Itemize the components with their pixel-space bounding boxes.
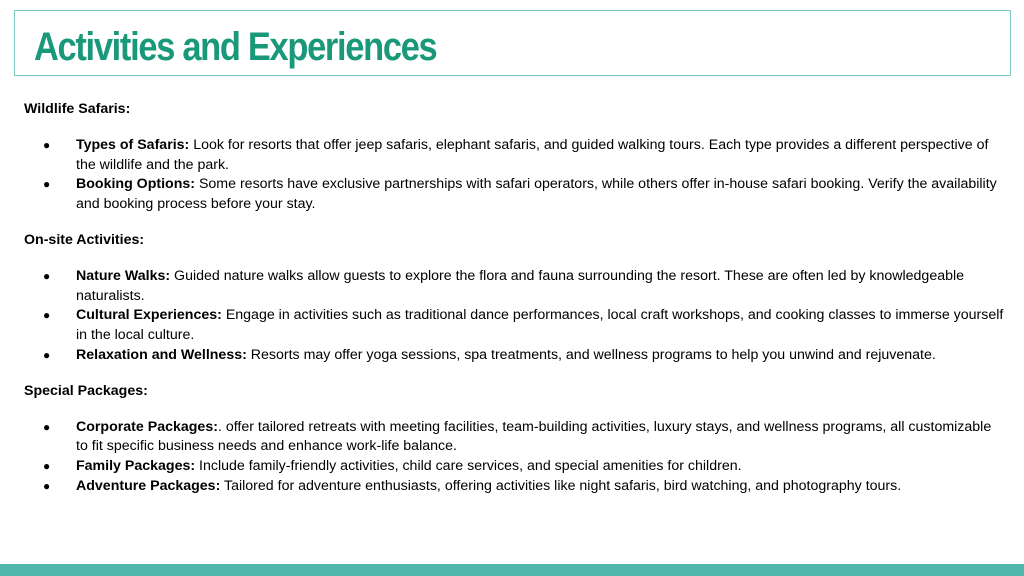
item-label: Adventure Packages: [76,477,221,494]
item-label: Corporate Packages: [76,418,218,435]
bullet-icon: ● [43,478,51,493]
list-item [24,306,1004,346]
bullet-icon: ● [43,308,51,323]
section-heading-on-site-activities: On-site Activities: [24,231,145,248]
bullet-icon: ● [43,268,51,283]
on-site-activities-list [24,267,1004,366]
list-item [24,477,1004,497]
item-text: Some resorts have exclusive partnerships with safari operators, while others offer in-house safari booking. Verify the availability and booking process before your stay. [76,176,997,213]
list-item [24,418,1004,458]
item-text: Tailored for adventure enthusiasts, offering activities like night safaris, bird watching, and photography tours. [220,477,902,494]
item-label: Booking Options: [76,176,196,193]
bullet-icon: ● [43,347,51,362]
item-label: Types of Safaris: [76,136,190,153]
item-text: Guided nature walks allow guests to explore the flora and fauna surrounding the resort. These are often led by knowledgeable naturalists. [76,267,965,304]
item-text: Include family-friendly activities, child care services, and special amenities for children. [195,458,742,475]
wildlife-safaris-list [24,136,1004,215]
list-item [24,457,1004,477]
section-heading-special-packages: Special Packages: [24,382,148,399]
item-text: Resorts may offer yoga sessions, spa treatments, and wellness programs to help you unwind and rejuvenate. [246,346,936,363]
item-text: Engage in activities such as traditional dance performances, local craft workshops, and cooking classes to immerse yourself in the local culture. [76,307,1004,344]
bullet-icon: ● [43,137,51,152]
list-item [24,267,1004,307]
section-heading-wildlife-safaris: Wildlife Safaris: [24,101,131,117]
item-text: Look for resorts that offer jeep safaris, elephant safaris, and guided walking tours. Each type provides a different perspective of the wildlife and the park. [76,136,989,173]
bullet-icon: ● [43,459,51,474]
list-item [24,136,1004,176]
page-title: Activities and Experiences [34,25,437,69]
item-label: Cultural Experiences: [76,307,222,324]
bullet-icon: ● [43,419,51,434]
content-body [24,100,1004,513]
item-label: Relaxation and Wellness: [76,346,247,363]
item-text: . offer tailored retreats with meeting facilities, team-building activities, luxury stays, and wellness programs, all customizable to fit specific business needs and enhance work-life balance. [76,418,992,455]
list-item [24,346,1004,366]
bullet-icon: ● [43,177,51,192]
title-box [14,10,1011,76]
item-label: Nature Walks: [76,267,171,284]
special-packages-list [24,418,1004,497]
item-label: Family Packages: [76,458,196,475]
footer-accent-bar [0,564,1024,576]
list-item [24,175,1004,215]
